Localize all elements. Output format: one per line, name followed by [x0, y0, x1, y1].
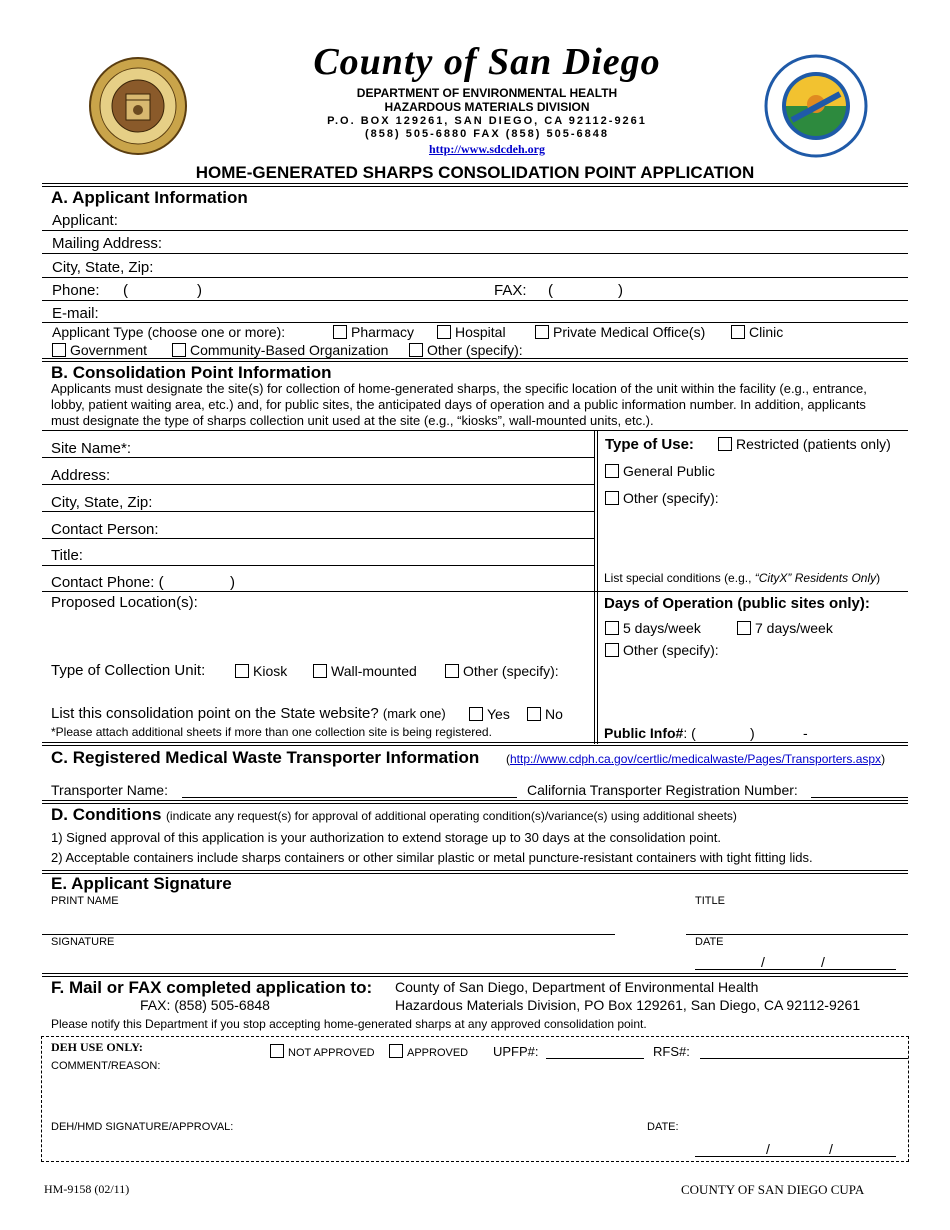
environmental-health-seal-logo — [764, 54, 868, 158]
state-website-question: List this consolidation point on the State website? (mark one) — [51, 705, 446, 722]
applicant-label: Applicant: — [52, 212, 118, 229]
checkbox-icon[interactable] — [527, 707, 541, 721]
section-b-heading: B. Consolidation Point Information — [51, 363, 332, 382]
site-name-field[interactable] — [42, 457, 594, 458]
checkbox-icon[interactable] — [409, 343, 423, 357]
cupa-label: COUNTY OF SAN DIEGO CUPA — [681, 1182, 865, 1197]
deh-use-only-heading: DEH USE ONLY: — [51, 1040, 143, 1054]
checkbox-icon[interactable] — [605, 491, 619, 505]
checkbox-icon[interactable] — [605, 643, 619, 657]
transporter-name-label: Transporter Name: — [51, 782, 168, 798]
state-website-no[interactable]: No — [527, 706, 563, 722]
checkbox-icon[interactable] — [469, 707, 483, 721]
checkbox-icon[interactable] — [737, 621, 751, 635]
comment-reason-label: COMMENT/REASON: — [51, 1060, 161, 1072]
date-field[interactable] — [695, 969, 896, 970]
title-field[interactable] — [686, 934, 908, 935]
transporter-reg-number-label: California Transporter Registration Number: — [527, 782, 798, 798]
date-label: DATE — [695, 936, 724, 948]
applicant-type-other[interactable]: Other (specify): — [409, 342, 523, 358]
collection-unit-kiosk[interactable]: Kiosk — [235, 663, 287, 679]
site-address-label: Address: — [51, 467, 111, 484]
email-label: E-mail: — [52, 305, 99, 322]
public-info-label: Public Info#: ( — [604, 725, 696, 741]
dept-name: DEPARTMENT OF ENVIRONMENTAL HEALTH — [356, 86, 618, 100]
special-conditions-note: List special conditions (e.g., “CityX” Residents Only) — [604, 571, 881, 585]
transporter-reg-number-field[interactable] — [811, 797, 908, 798]
contact-phone-label: Contact Phone: ( — [51, 574, 164, 591]
applicant-city-field[interactable] — [42, 277, 908, 278]
days-7-per-week[interactable]: 7 days/week — [737, 620, 833, 636]
checkbox-icon[interactable] — [313, 664, 327, 678]
transporters-link[interactable]: (http://www.cdph.ca.gov/certlic/medicalwaste/Pages/Transporters.aspx) — [506, 752, 886, 766]
checkbox-icon[interactable] — [437, 325, 451, 339]
date-slash-2: / — [821, 954, 825, 970]
section-a-heading: A. Applicant Information — [51, 188, 248, 207]
type-of-use-restricted[interactable]: Restricted (patients only) — [718, 436, 891, 452]
contact-person-label: Contact Person: — [51, 521, 159, 538]
state-website-yes[interactable]: Yes — [469, 706, 510, 722]
dept-website-link[interactable]: http://www.sdcdeh.org — [428, 142, 545, 156]
fax-label: FAX: — [494, 282, 527, 299]
section-d-heading: D. Conditions (indicate any request(s) for approval of additional operating condition(s)/variance(s) using additional sheets) — [51, 805, 737, 824]
signature-label: SIGNATURE — [51, 936, 115, 948]
fax-paren-close: ) — [618, 282, 623, 299]
section-c-heading: C. Registered Medical Waste Transporter Information — [51, 748, 480, 767]
type-of-use-other[interactable]: Other (specify): — [605, 490, 719, 506]
checkbox-icon[interactable] — [535, 325, 549, 339]
phone-paren-open: ( — [123, 282, 128, 299]
days-other[interactable]: Other (specify): — [605, 642, 719, 658]
applicant-field[interactable] — [42, 230, 908, 231]
mailing-address-label: Mailing Address: — [52, 235, 163, 252]
public-info-paren-close: ) — [750, 725, 755, 741]
fax-paren-open: ( — [548, 282, 553, 299]
type-of-use-general-public[interactable]: General Public — [605, 463, 715, 479]
phone-label: Phone: — [52, 282, 100, 299]
mail-address-line-1: County of San Diego, Department of Environmental Health — [395, 979, 759, 995]
collection-unit-other[interactable]: Other (specify): — [445, 663, 559, 679]
form-title: HOME-GENERATED SHARPS CONSOLIDATION POINT APPLICATION — [195, 163, 755, 182]
checkbox-icon[interactable] — [235, 664, 249, 678]
checkbox-icon[interactable] — [605, 621, 619, 635]
collection-unit-wall-mounted[interactable]: Wall-mounted — [313, 663, 417, 679]
rfs-label: RFS#: — [653, 1044, 690, 1059]
contact-title-label: Title: — [51, 547, 83, 564]
form-number: HM-9158 (02/11) — [44, 1182, 130, 1196]
applicant-type-government[interactable]: Government — [52, 342, 147, 358]
section-b-intro: Applicants must designate the site(s) for collection of home-generated sharps, the specific location of the unit within the facility (e.g., entrance, lobby, patient waiting area, etc.) and, for public sites, the anticipated days of operation and a public information number. In addition, applicants must designate the type of sharps collection unit used at the site (e.g., “kiosks”, wall-mounted units, etc.). — [51, 381, 867, 428]
site-city-label: City, State, Zip: — [51, 494, 153, 511]
site-city-field[interactable] — [42, 511, 594, 512]
condition-item-2: 2) Acceptable containers include sharps containers or other similar plastic or metal puncture-resistant containers with tight fitting lids. — [51, 850, 813, 865]
public-info-dash: - — [803, 725, 808, 741]
deh-date-slash-1: / — [766, 1141, 770, 1157]
mail-fax-number: FAX: (858) 505-6848 — [140, 997, 270, 1013]
applicant-type-clinic[interactable]: Clinic — [731, 324, 783, 340]
deh-date-slash-2: / — [829, 1141, 833, 1157]
deh-date-label: DATE: — [647, 1121, 679, 1133]
transporter-name-field[interactable] — [182, 797, 517, 798]
email-field[interactable] — [42, 322, 908, 323]
attach-sheets-note: *Please attach additional sheets if more than one collection site is being registered. — [51, 725, 492, 739]
collection-unit-label: Type of Collection Unit: — [51, 662, 206, 679]
mailing-address-field[interactable] — [42, 253, 908, 254]
checkbox-icon[interactable] — [389, 1044, 403, 1058]
deh-not-approved[interactable]: NOT APPROVED — [270, 1044, 375, 1059]
type-of-use-label: Type of Use: — [605, 436, 694, 453]
contact-person-field[interactable] — [42, 538, 594, 539]
phone-fax-field[interactable] — [42, 300, 908, 301]
date-slash-1: / — [761, 954, 765, 970]
checkbox-icon[interactable] — [52, 343, 66, 357]
rfs-field[interactable] — [700, 1058, 908, 1059]
contact-title-field[interactable] — [42, 565, 594, 566]
checkbox-icon[interactable] — [445, 664, 459, 678]
division-name: HAZARDOUS MATERIALS DIVISION — [384, 100, 590, 114]
upfp-field[interactable] — [546, 1058, 644, 1059]
days-of-operation-heading: Days of Operation (public sites only): — [604, 595, 870, 612]
applicant-type-community[interactable]: Community-Based Organization — [172, 342, 388, 358]
mail-address-line-2: Hazardous Materials Division, PO Box 129261, San Diego, CA 92112-9261 — [395, 997, 861, 1013]
upfp-label: UPFP#: — [493, 1044, 539, 1059]
checkbox-icon[interactable] — [270, 1044, 284, 1058]
phone-paren-close: ) — [197, 282, 202, 299]
checkbox-icon[interactable] — [718, 437, 732, 451]
print-name-field[interactable] — [42, 934, 615, 935]
checkbox-icon[interactable] — [172, 343, 186, 357]
checkbox-icon[interactable] — [731, 325, 745, 339]
deh-approved[interactable]: APPROVED — [389, 1044, 468, 1059]
applicant-type-hospital[interactable]: Hospital — [437, 324, 506, 340]
site-name-label: Site Name*: — [51, 440, 132, 457]
dept-phone-fax: (858) 505-6880 FAX (858) 505-6848 — [365, 128, 609, 140]
deh-date-field[interactable] — [695, 1156, 896, 1157]
title-label: TITLE — [695, 895, 725, 907]
contact-phone-field[interactable] — [42, 591, 908, 592]
site-address-field[interactable] — [42, 484, 594, 485]
deh-use-only-box — [41, 1036, 909, 1162]
section-f-heading: F. Mail or FAX completed application to: — [51, 978, 373, 997]
proposed-location-label: Proposed Location(s): — [51, 594, 198, 611]
checkbox-icon[interactable] — [333, 325, 347, 339]
county-title: County of San Diego — [313, 41, 661, 83]
applicant-type-private-medical[interactable]: Private Medical Office(s) — [535, 324, 705, 340]
applicant-type-pharmacy[interactable]: Pharmacy — [333, 324, 414, 340]
section-e-heading: E. Applicant Signature — [51, 874, 232, 893]
deh-signature-label: DEH/HMD SIGNATURE/APPROVAL: — [51, 1121, 234, 1133]
days-5-per-week[interactable]: 5 days/week — [605, 620, 701, 636]
applicant-city-label: City, State, Zip: — [52, 259, 154, 276]
checkbox-icon[interactable] — [605, 464, 619, 478]
notify-note: Please notify this Department if you stop accepting home-generated sharps at any approved consolidation point. — [51, 1017, 647, 1031]
applicant-type-label: Applicant Type (choose one or more): — [52, 324, 286, 340]
contact-phone-paren-close: ) — [230, 574, 235, 591]
print-name-label: PRINT NAME — [51, 895, 119, 907]
dept-address: P.O. BOX 129261, SAN DIEGO, CA 92112-9261 — [327, 115, 647, 127]
condition-item-1: 1) Signed approval of this application is your authorization to extend storage up to 30 days at the consolidation point. — [51, 830, 721, 845]
